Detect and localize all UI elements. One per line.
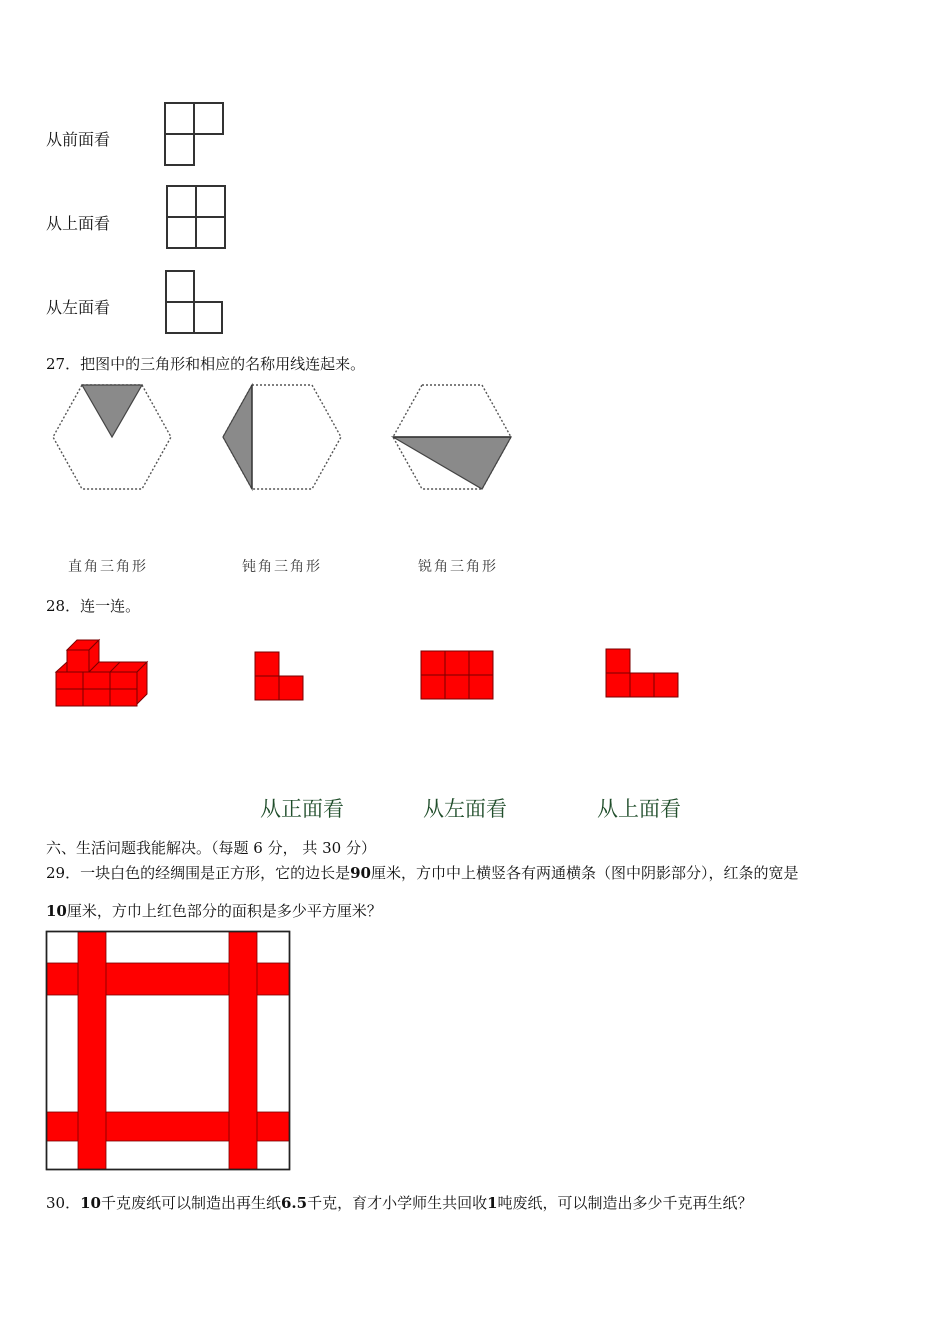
hexagon-2 (220, 382, 345, 494)
question-30: 30．10千克废纸可以制造出再生纸6.5千克，育才小学师生共回收1吨废纸，可以制造出多少千克再生纸？ (46, 1194, 753, 1212)
scarf-figure (45, 930, 293, 1174)
view-option-left: 从左面看 (423, 797, 507, 821)
grid-3x2-figure (420, 650, 496, 702)
question-29-line1: 29．一块白色的经绸围是正方形，它的边长是90厘米，方巾中上横竖各有两通横条（图中阴影部分），红条的宽是 (46, 864, 799, 882)
triangle-name-right: 直角三角形 (68, 559, 148, 575)
cube-solid-figure (52, 636, 152, 710)
question-29-line2: 10厘米，方巾上红色部分的面积是多少平方厘米？ (46, 902, 382, 920)
question-28: 28．连一连。 (46, 597, 141, 615)
l-shape-figure (254, 651, 306, 703)
question-27: 27．把图中的三角形和相应的名称用线连起来。 (46, 355, 366, 373)
section-6-title: 六、生活问题我能解决。（每题 6 分， 共 30 分） (46, 839, 376, 857)
view-label-top: 从上面看 (46, 214, 111, 233)
long-l-shape-figure (605, 648, 681, 700)
hexagon-1 (50, 382, 175, 494)
hexagon-3 (390, 382, 515, 494)
view-label-front: 从前面看 (46, 130, 111, 149)
left-view-figure (160, 268, 230, 338)
triangle-name-acute: 锐角三角形 (418, 559, 498, 575)
front-view-figure (160, 100, 230, 170)
triangle-name-obtuse: 钝角三角形 (242, 559, 322, 575)
top-view-figure (160, 183, 230, 253)
view-option-top: 从上面看 (597, 797, 681, 821)
view-label-left: 从左面看 (46, 298, 111, 317)
view-option-front: 从正面看 (260, 797, 344, 821)
